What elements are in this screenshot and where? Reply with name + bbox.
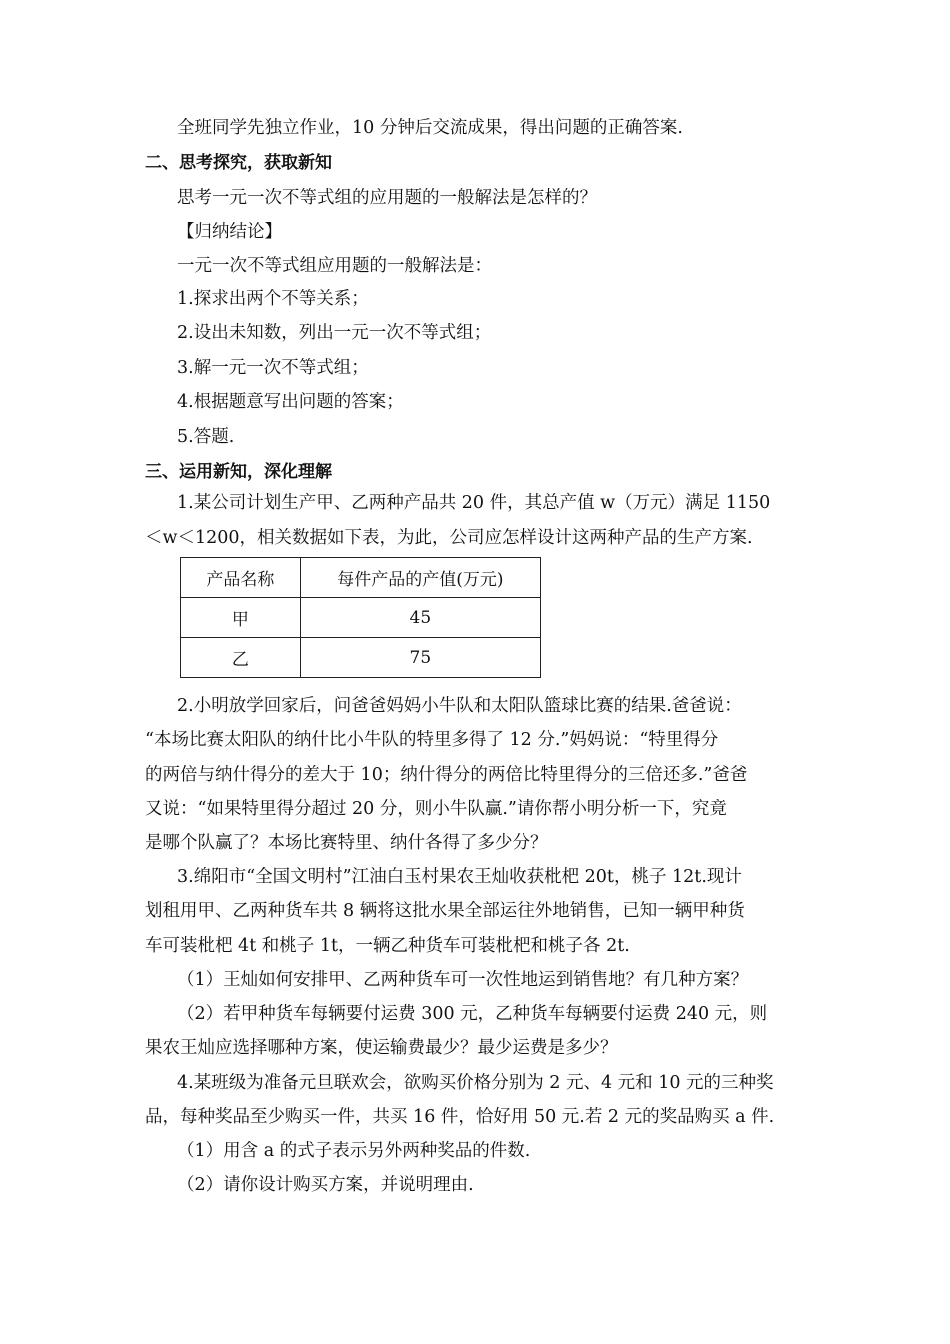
table-row [181, 598, 541, 638]
problem1-line: ＜w＜1200，相关数据如下表，为此，公司应怎样设计这两种产品的生产方案. [145, 528, 753, 548]
conclusion-label: 【归纳结论】 [177, 222, 282, 242]
product-value-table [180, 557, 541, 678]
problem2-line: 2.小明放学回家后，问爸爸妈妈小牛队和太阳队篮球比赛的结果.爸爸说： [177, 696, 742, 716]
table-row [181, 638, 541, 678]
table-cell: 乙 [181, 638, 301, 678]
problem3-sub1: （1）王灿如何安排甲、乙两种货车可一次性地运到销售地？有几种方案？ [177, 970, 749, 990]
step-item: 3.解一元一次不等式组； [177, 358, 369, 378]
problem3-sub2-line: 果农王灿应选择哪种方案，使运输费最少？最少运费是多少？ [145, 1038, 618, 1058]
step-item: 4.根据题意写出问题的答案； [177, 392, 404, 412]
table-header-cell: 每件产品的产值(万元) [300, 558, 540, 598]
problem2-line: 是哪个队赢了？本场比赛特里、纳什各得了多少分？ [145, 833, 548, 853]
problem4-line: 品，每种奖品至少购买一件，共买 16 件，恰好用 50 元.若 2 元的奖品购买 a 件. [145, 1107, 775, 1127]
table-header-row [181, 558, 541, 598]
step-item: 1.探求出两个不等关系； [177, 289, 369, 309]
problem1-line: 1.某公司计划生产甲、乙两种产品共 20 件，其总产值 w（万元）满足 1150 [177, 493, 771, 513]
table-cell: 45 [300, 598, 540, 638]
table-cell: 75 [300, 638, 540, 678]
step-item: 2.设出未知数，列出一元一次不等式组； [177, 323, 492, 343]
section2-heading: 二、思考探究，获取新知 [145, 153, 332, 173]
problem4-sub2: （2）请你设计购买方案，并说明理由. [177, 1175, 474, 1195]
problem4-sub1: （1）用含 a 的式子表示另外两种奖品的件数. [177, 1141, 531, 1161]
problem2-line: “本场比赛太阳队的纳什比小牛队的特里多得了 12 分.”妈妈说：“特里得分 [145, 730, 719, 750]
conclusion-intro: 一元一次不等式组应用题的一般解法是： [177, 256, 492, 276]
table-header-cell: 产品名称 [181, 558, 301, 598]
problem4-line: 4.某班级为准备元旦联欢会，欲购买价格分别为 2 元、4 元和 10 元的三种奖 [177, 1073, 774, 1093]
problem3-line: 划租用甲、乙两种货车共 8 辆将这批水果全部运往外地销售，已知一辆甲种货 [145, 901, 745, 921]
problem3-sub2-line: （2）若甲种货车每辆要付运费 300 元，乙种货车每辆要付运费 240 元，则 [177, 1004, 768, 1024]
problem2-line: 又说：“如果特里得分超过 20 分，则小牛队赢.”请你帮小明分析一下，究竟 [145, 799, 727, 819]
step-item: 5.答题. [177, 427, 235, 447]
problem3-line: 3.绵阳市“全国文明村”江油白玉村果农王灿收获枇杷 20t，桃子 12t.现计 [177, 867, 742, 887]
table-cell: 甲 [181, 598, 301, 638]
intro-line: 全班同学先独立作业，10 分钟后交流成果，得出问题的正确答案. [177, 118, 683, 138]
section2-question: 思考一元一次不等式组的应用题的一般解法是怎样的？ [177, 188, 597, 208]
section3-heading: 三、运用新知，深化理解 [145, 462, 332, 482]
problem2-line: 的两倍与纳什得分的差大于 10；纳什得分的两倍比特里得分的三倍还多.”爸爸 [145, 765, 748, 785]
problem3-line: 车可装枇杷 4t 和桃子 1t，一辆乙种货车可装枇杷和桃子各 2t. [145, 936, 630, 956]
